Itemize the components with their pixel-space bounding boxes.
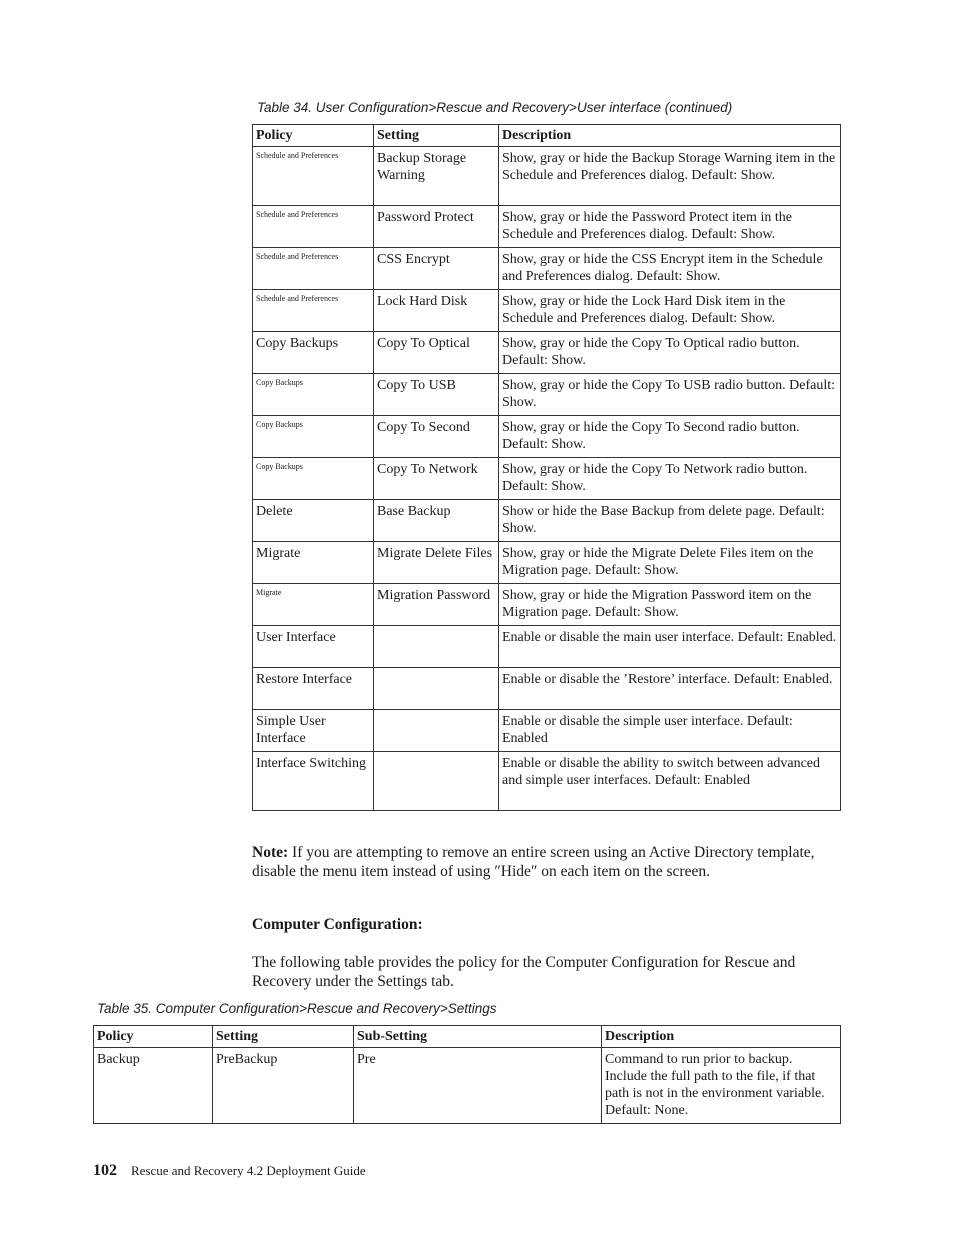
setting-cell: Base Backup [374,500,499,542]
description-cell: Show, gray or hide the Lock Hard Disk item in the Schedule and Preferences dialog. Default: Show. [499,290,841,332]
sub-setting-cell: Pre [354,1048,602,1124]
table-row [253,147,841,206]
note-paragraph [252,844,842,881]
header-description: Description [602,1026,841,1048]
policy-cell: Schedule and Preferences [253,206,374,248]
setting-cell [374,626,499,668]
policy-cell: Migrate [253,542,374,584]
setting-cell [374,710,499,752]
policy-cell: Copy Backups [253,416,374,458]
header-sub-setting: Sub-Setting [354,1026,602,1048]
table-row [253,458,841,500]
header-policy: Policy [94,1026,213,1048]
policy-cell: Simple User Interface [253,710,374,752]
table-row [94,1048,841,1124]
table-35 [93,1025,841,1124]
setting-cell: Password Protect [374,206,499,248]
table-row [253,416,841,458]
policy-cell: Schedule and Preferences [253,147,374,206]
description-cell: Show, gray or hide the Copy To Second radio button. Default: Show. [499,416,841,458]
table-header-row [253,125,841,147]
page-footer [93,1162,366,1180]
table-35-caption: Table 35. Computer Configuration>Rescue and Recovery>Settings [97,1001,497,1016]
description-cell: Enable or disable the main user interface. Default: Enabled. [499,626,841,668]
description-cell: Show or hide the Base Backup from delete page. Default: Show. [499,500,841,542]
policy-cell: Copy Backups [253,458,374,500]
policy-cell: Restore Interface [253,668,374,710]
setting-cell: Copy To Optical [374,332,499,374]
header-setting: Setting [213,1026,354,1048]
setting-cell: Migrate Delete Files [374,542,499,584]
description-cell: Command to run prior to backup. Include the full path to the file, if that path is not in the environment variable. Default: None. [602,1048,841,1124]
page-number: 102 [93,1162,117,1179]
table-row [253,542,841,584]
description-cell: Show, gray or hide the Copy To Optical radio button. Default: Show. [499,332,841,374]
description-cell: Enable or disable the ability to switch between advanced and simple user interfaces. Default: Enabled [499,752,841,811]
description-cell: Show, gray or hide the Backup Storage Warning item in the Schedule and Preferences dialog. Default: Show. [499,147,841,206]
description-cell: Show, gray or hide the CSS Encrypt item in the Schedule and Preferences dialog. Default: Show. [499,248,841,290]
description-cell: Show, gray or hide the Migrate Delete Files item on the Migration page. Default: Show. [499,542,841,584]
policy-cell: Copy Backups [253,332,374,374]
description-cell: Show, gray or hide the Password Protect item in the Schedule and Preferences dialog. Default: Show. [499,206,841,248]
setting-cell: Backup Storage Warning [374,147,499,206]
table-34 [252,124,841,811]
description-cell: Show, gray or hide the Migration Password item on the Migration page. Default: Show. [499,584,841,626]
setting-cell: CSS Encrypt [374,248,499,290]
description-cell: Show, gray or hide the Copy To Network radio button. Default: Show. [499,458,841,500]
header-setting: Setting [374,125,499,147]
table-row [253,332,841,374]
table-row [253,374,841,416]
policy-cell: Schedule and Preferences [253,290,374,332]
table-row [253,710,841,752]
setting-cell: Migration Password [374,584,499,626]
note-text: If you are attempting to remove an entire screen using an Active Directory template, disable the menu item instead of using ″Hide″ on each item on the screen. [252,844,815,880]
table-row [253,206,841,248]
policy-cell: Schedule and Preferences [253,248,374,290]
table-row [253,752,841,811]
setting-cell: Copy To Network [374,458,499,500]
setting-cell: Copy To USB [374,374,499,416]
setting-cell [374,752,499,811]
table-row [253,584,841,626]
setting-cell: PreBackup [213,1048,354,1124]
table-row [253,248,841,290]
policy-cell: Copy Backups [253,374,374,416]
description-cell: Enable or disable the ’Restore’ interface. Default: Enabled. [499,668,841,710]
policy-cell: Backup [94,1048,213,1124]
policy-cell: Migrate [253,584,374,626]
table-header-row [94,1026,841,1048]
footer-title: Rescue and Recovery 4.2 Deployment Guide [131,1163,366,1178]
header-description: Description [499,125,841,147]
table-row [253,500,841,542]
note-label: Note: [252,844,289,861]
section-heading: Computer Configuration: [252,916,423,933]
policy-cell: User Interface [253,626,374,668]
table-row [253,668,841,710]
table-row [253,290,841,332]
setting-cell [374,668,499,710]
table-34-caption: Table 34. User Configuration>Rescue and Recovery>User interface (continued) [257,100,733,115]
header-policy: Policy [253,125,374,147]
intro-paragraph: The following table provides the policy for the Computer Configuration for Rescue and Recovery under the Settings tab. [252,954,796,990]
description-cell: Show, gray or hide the Copy To USB radio button. Default: Show. [499,374,841,416]
policy-cell: Delete [253,500,374,542]
setting-cell: Copy To Second [374,416,499,458]
setting-cell: Lock Hard Disk [374,290,499,332]
table-row [253,626,841,668]
description-cell: Enable or disable the simple user interface. Default: Enabled [499,710,841,752]
policy-cell: Interface Switching [253,752,374,811]
